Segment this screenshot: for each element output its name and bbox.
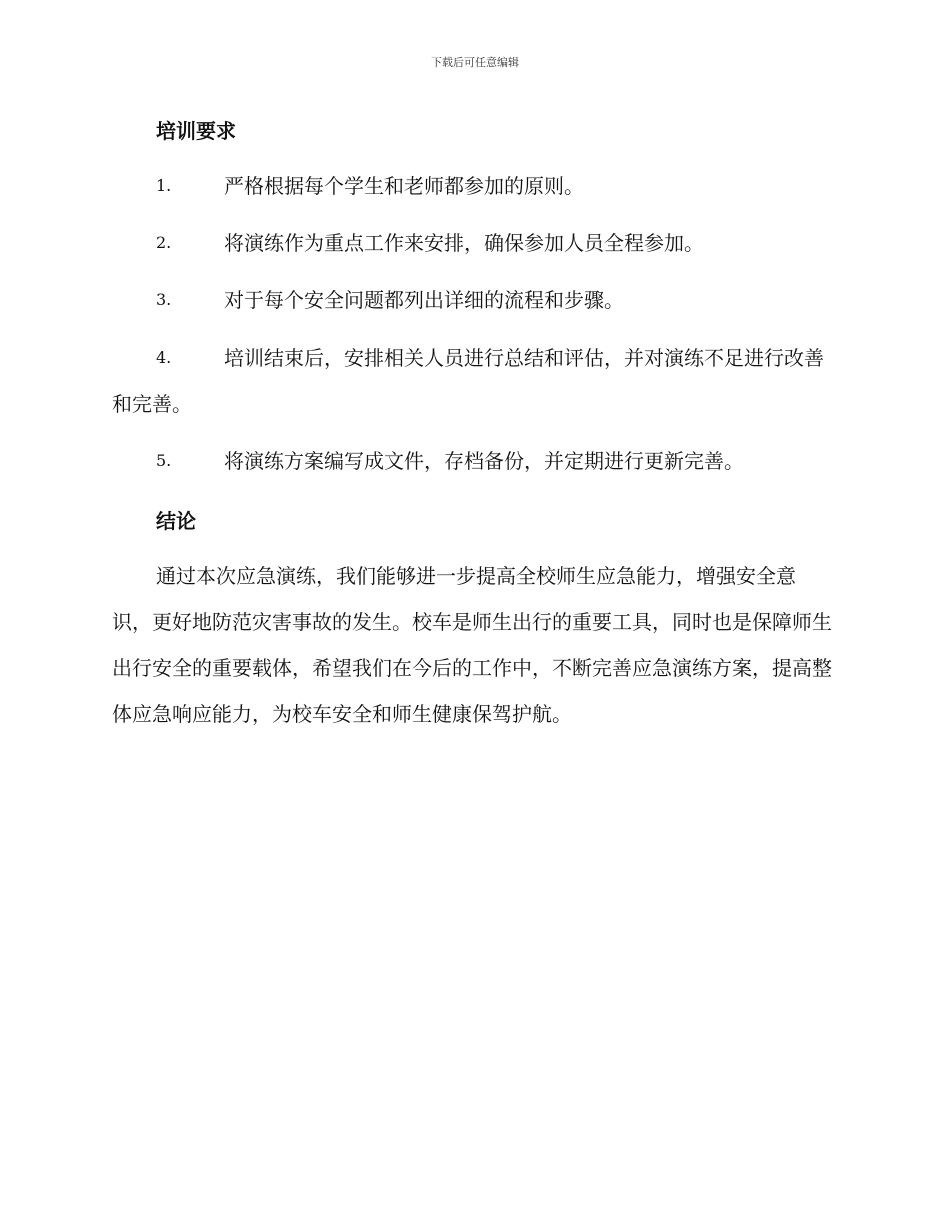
conclusion-paragraph: 通过本次应急演练，我们能够进一步提高全校师生应急能力，增强安全意识，更好地防范灾害事故的发生。校车是师生出行的重要工具，同时也是保障师生出行安全的重要载体，希望我们在今后的工作中，不断完善应急演练方案，提高整体应急响应能力，为校车安全和师生健康保驾护航。 (112, 564, 832, 726)
header-note: 下载后可任意编辑 (431, 56, 519, 69)
list-number: 2. (156, 233, 172, 252)
list-text: 将演练方案编写成文件，存档备份，并定期进行更新完善。 (224, 449, 744, 473)
list-text: 对于每个安全问题都列出详细的流程和步骤。 (224, 288, 624, 312)
list-number: 1. (156, 176, 172, 195)
list-number: 5. (156, 451, 172, 470)
list-number: 3. (156, 290, 172, 309)
section-heading-conclusion: 结论 (156, 509, 196, 533)
list-text: 严格根据每个学生和老师都参加的原则。 (224, 174, 584, 198)
list-item (112, 277, 834, 323)
list-text: 培训结束后，安排相关人员进行总结和评估，并对演练不足进行改善和完善。 (112, 346, 824, 416)
list-number: 4. (156, 348, 172, 367)
list-item (112, 163, 834, 209)
section-heading-training: 培训要求 (156, 119, 236, 143)
list-item (112, 438, 834, 484)
list-item (112, 220, 834, 266)
list-item (112, 335, 834, 427)
list-text: 将演练作为重点工作来安排，确保参加人员全程参加。 (224, 231, 704, 255)
